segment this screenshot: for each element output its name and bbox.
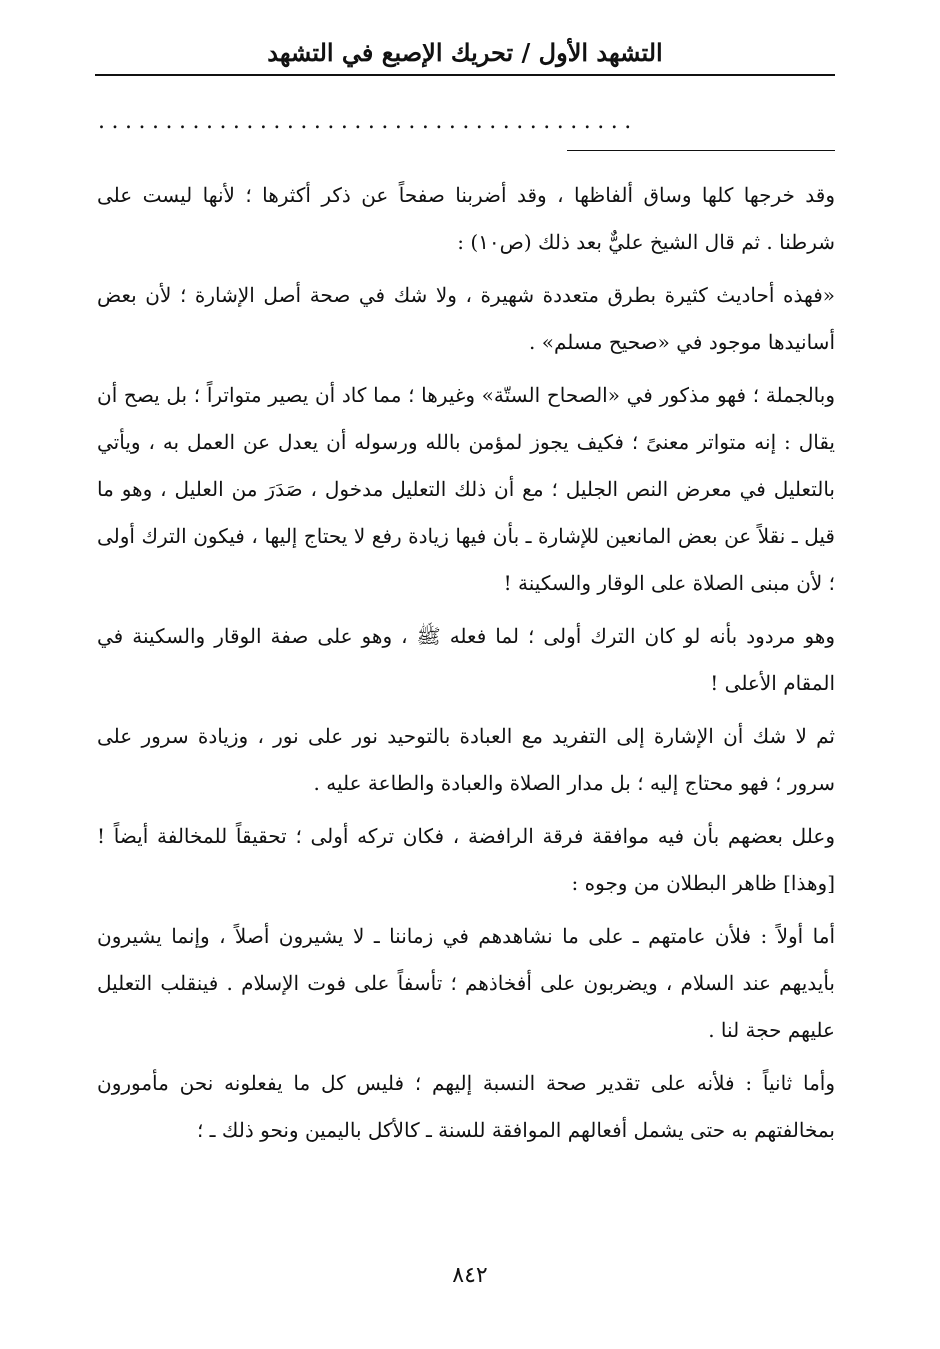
paragraph-5: ثم لا شك أن الإشارة إلى التفريد مع العبادة بالتوحيد نور على نور ، وزيادة سرور على سرور ؛ فهو محتاج إليه ؛ بل مدار الصلاة والعبادة والطاعة عليه . — [97, 724, 835, 795]
paragraph-8: وأما ثانياً : فلأنه على تقدير صحة النسبة إليهم ؛ فليس كل ما يفعلونه نحن مأمورون بمخالفتهم به حتى يشمل أفعالهم الموافقة للسنة ـ كالأكل باليمين ونحو ذلك ـ ؛ — [97, 1071, 835, 1142]
paragraph-3: وبالجملة ؛ فهو مذكور في «الصحاح الستّة» وغيرها ؛ مما كاد أن يصير متواتراً ؛ بل يصح أن يقال : إنه متواتر معنىً ؛ فكيف يجوز لمؤمن بالله ورسوله أن يعدل عن العمل به ، ويأتي بالتعليل في معرض النص الجليل ؛ مع أن ذلك التعليل مدخول ، صَدَرَ من العليل ، وهو ما قيل ـ نقلاً عن بعض المانعين للإشارة ـ بأن فيها زيادة رفع لا يحتاج إليها ، فيكون الترك أولى ؛ لأن مبنى الصلاة على الوقار والسكينة ! — [97, 383, 835, 595]
main-text — [97, 172, 835, 1160]
paragraph-7: أما أولاً : فلأن عامتهم ـ على ما نشاهدهم في زماننا ـ لا يشيرون أصلاً ، وإنما يشيرون بأيديهم عند السلام ، ويضربون على أفخاذهم ؛ تأسفاً على فوت الإسلام . فينقلب التعليل عليهم حجة لنا . — [97, 924, 836, 1042]
page-number: ٨٤٢ — [452, 1263, 488, 1288]
footnote-separator-rule — [567, 150, 835, 151]
paragraph-1: وقد خرجها كلها وساق ألفاظها ، وقد أضربنا صفحاً عن ذكر أكثرها ؛ لأنها ليست على شرطنا . ثم قال الشيخ عليٌّ بعد ذلك (ص١٠) : — [97, 183, 835, 254]
running-header: التشهد الأول / تحريك الإصبع في التشهد — [267, 38, 663, 67]
paragraph-4: وهو مردود بأنه لو كان الترك أولى ؛ لما فعله ﷺ ، وهو على صفة الوقار والسكينة في المقام الأعلى ! — [97, 624, 835, 695]
paragraph-2: «فهذه أحاديث كثيرة بطرق متعددة شهيرة ، ولا شك في صحة أصل الإشارة ؛ لأن بعض أسانيدها موجود في «صحيح مسلم» . — [97, 283, 835, 354]
paragraph-6: وعلل بعضهم بأن فيه موافقة فرقة الرافضة ، فكان تركه أولى ؛ تحقيقاً للمخالفة أيضاً ! [وهذا] ظاهر البطلان من وجوه : — [97, 824, 835, 895]
header-rule — [95, 74, 835, 76]
continuation-dots: ........................................ — [98, 114, 638, 130]
